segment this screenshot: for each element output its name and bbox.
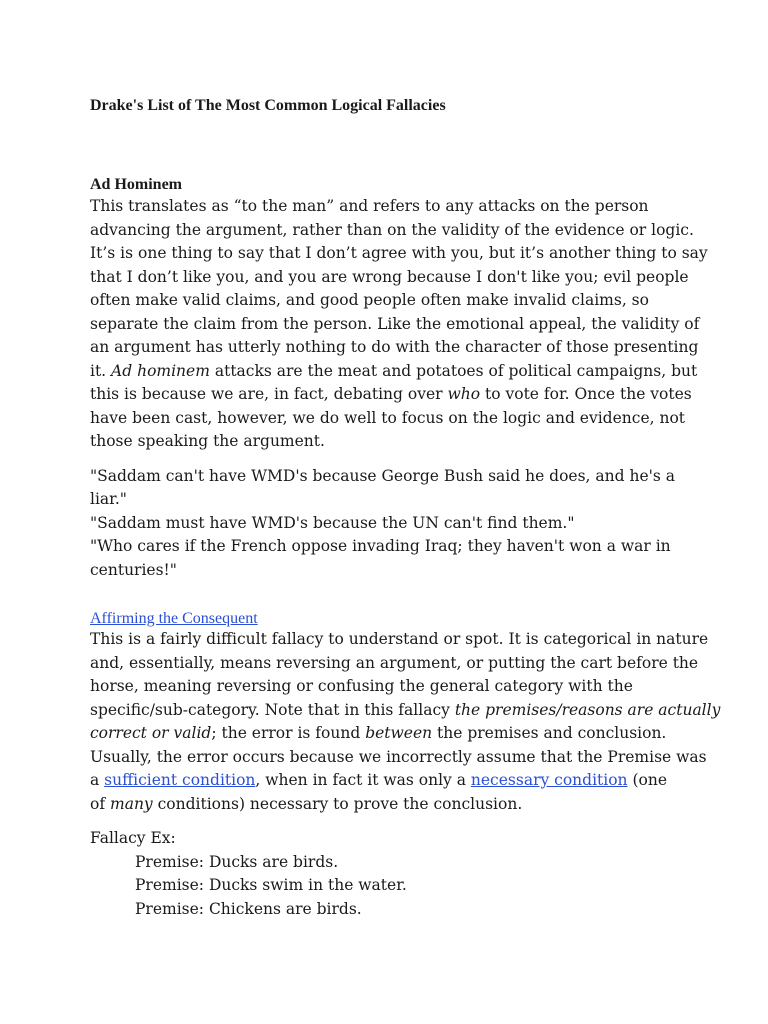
italic-term: between — [365, 724, 433, 742]
italic-phrase: the premises/reasons are actually — [454, 700, 721, 719]
section-heading-ad-hominem: Ad Hominem — [90, 176, 182, 193]
text-run: to vote for. Once the votes — [480, 385, 692, 403]
body-line: This translates as “to the man” and refers to any attacks on the person — [90, 197, 649, 215]
link-necessary-condition[interactable]: necessary condition — [470, 771, 628, 789]
body-line — [90, 722, 690, 746]
document-title: Drake's List of The Most Common Logical Fallacies — [90, 97, 446, 114]
text-run: this is because we are, in fact, debating over — [90, 385, 448, 403]
text-run: of — [90, 794, 110, 813]
italic-term: who — [447, 385, 481, 403]
text-run: ; the error is found — [211, 724, 366, 742]
body-line: This is a fairly difficult fallacy to understand or spot. It is categorical in nature — [90, 630, 709, 648]
body-line: have been cast, however, we do well to focus on the logic and evidence, not — [90, 408, 686, 427]
premise-line: Premise: Ducks swim in the water. — [135, 876, 407, 894]
body-line — [90, 793, 690, 817]
italic-term: many — [110, 794, 153, 813]
body-line: often make valid claims, and good people often make invalid claims, so — [90, 291, 649, 309]
body-line: those speaking the argument. — [90, 432, 325, 450]
body-line — [90, 769, 690, 793]
body-line — [90, 360, 698, 384]
fallacy-example-label: Fallacy Ex: — [90, 829, 176, 847]
body-line: and, essentially, means reversing an argument, or putting the cart before the — [90, 653, 699, 672]
body-line: that I don’t like you, and you are wrong because I don't like you; evil people — [90, 267, 689, 286]
example-line: liar." — [90, 490, 127, 508]
italic-phrase: correct or valid — [90, 724, 212, 742]
example-line: "Who cares if the French oppose invading Iraq; they haven't won a war in — [90, 537, 671, 555]
text-run: conditions) necessary to prove the conclusion. — [152, 794, 523, 813]
example-line: "Saddam must have WMD's because the UN can't find them." — [90, 513, 575, 532]
example-line: centuries!" — [90, 560, 177, 579]
text-run: (one — [627, 771, 668, 789]
body-line: Usually, the error occurs because we incorrectly assume that the Premise was — [90, 747, 707, 766]
ad-hominem-examples — [90, 465, 690, 583]
link-affirming-the-consequent[interactable]: Affirming the Consequent — [90, 610, 258, 627]
body-line — [90, 383, 690, 407]
body-line: separate the claim from the person. Like the emotional appeal, the validity of — [90, 314, 700, 333]
affirming-consequent-body — [90, 628, 721, 816]
section-ad-hominem — [90, 175, 708, 582]
premise-line: Premise: Chickens are birds. — [135, 899, 362, 918]
body-line: advancing the argument, rather than on the validity of the evidence or logic. — [90, 220, 694, 239]
text-run: the premises and conclusion. — [432, 724, 667, 742]
ad-hominem-body — [90, 195, 708, 454]
section-affirming-consequent — [90, 608, 721, 921]
text-run: , when in fact it was only a — [255, 771, 471, 789]
text-run: specific/sub-category. Note that in this fallacy — [90, 700, 455, 719]
body-line — [90, 699, 721, 723]
body-line: It’s is one thing to say that I don’t agree with you, but it’s another thing to say — [90, 244, 708, 262]
fallacy-example-block — [90, 827, 690, 921]
text-run: attacks are the meat and potatoes of political campaigns, but — [209, 361, 698, 380]
body-line: horse, meaning reversing or confusing the general category with the — [90, 677, 633, 695]
body-line: an argument has utterly nothing to do with the character of those presenting — [90, 338, 699, 356]
example-line: "Saddam can't have WMD's because George Bush said he does, and he's a — [90, 466, 676, 485]
premise-line: Premise: Ducks are birds. — [135, 852, 339, 871]
link-sufficient-condition[interactable]: sufficient condition — [104, 771, 256, 789]
text-run: it. — [90, 361, 112, 380]
text-run: a — [90, 771, 105, 789]
italic-term: Ad hominem — [111, 361, 210, 380]
